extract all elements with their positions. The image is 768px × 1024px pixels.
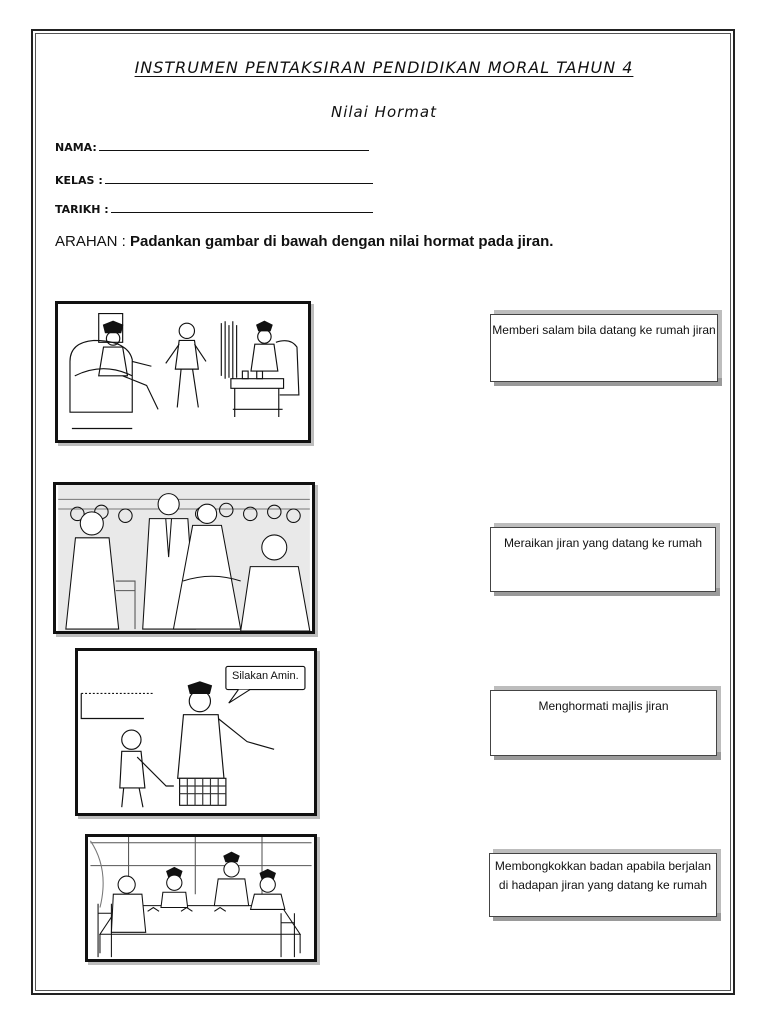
dining-illustration bbox=[88, 837, 314, 959]
picture-visit-living-room[interactable] bbox=[55, 301, 311, 443]
choice-card-3[interactable] bbox=[490, 690, 717, 756]
choice-card-4[interactable] bbox=[489, 853, 717, 917]
worksheet-subtitle: Nilai Hormat bbox=[331, 103, 437, 121]
choice-card-2[interactable] bbox=[490, 527, 716, 592]
choice-text-1: Memberi salam bila datang ke rumah jiran bbox=[492, 323, 716, 337]
worksheet-title: INSTRUMEN PENTAKSIRAN PENDIDIKAN MORAL TAHUN 4 bbox=[134, 58, 634, 77]
name-label: NAMA: bbox=[55, 141, 97, 154]
choice-text-4: Membongkokkan badan apabila berjalan di hadapan jiran yang datang ke rumah bbox=[494, 859, 712, 892]
speech-bubble-text: Silakan Amin. bbox=[232, 670, 299, 682]
wedding-illustration bbox=[56, 485, 312, 631]
date-label: TARIKH : bbox=[55, 203, 109, 216]
choice-card-1[interactable] bbox=[490, 314, 718, 382]
instruction-text: Padankan gambar di bawah dengan nilai hormat pada jiran. bbox=[130, 233, 554, 250]
picture-wedding-guests[interactable] bbox=[53, 482, 315, 634]
living-room-illustration bbox=[58, 304, 308, 440]
choice-text-2: Meraikan jiran yang datang ke rumah bbox=[503, 536, 703, 550]
instruction bbox=[55, 233, 553, 250]
picture-dining-table[interactable] bbox=[85, 834, 317, 962]
name-blank[interactable] bbox=[99, 149, 369, 151]
class-field[interactable] bbox=[55, 174, 373, 187]
name-field[interactable] bbox=[55, 141, 369, 154]
date-field[interactable] bbox=[55, 203, 373, 216]
class-label: KELAS : bbox=[55, 174, 103, 187]
choice-text-3: Menghormati majlis jiran bbox=[538, 699, 669, 713]
instruction-lead: ARAHAN : bbox=[55, 233, 131, 250]
class-blank[interactable] bbox=[105, 182, 373, 184]
date-blank[interactable] bbox=[111, 211, 373, 213]
